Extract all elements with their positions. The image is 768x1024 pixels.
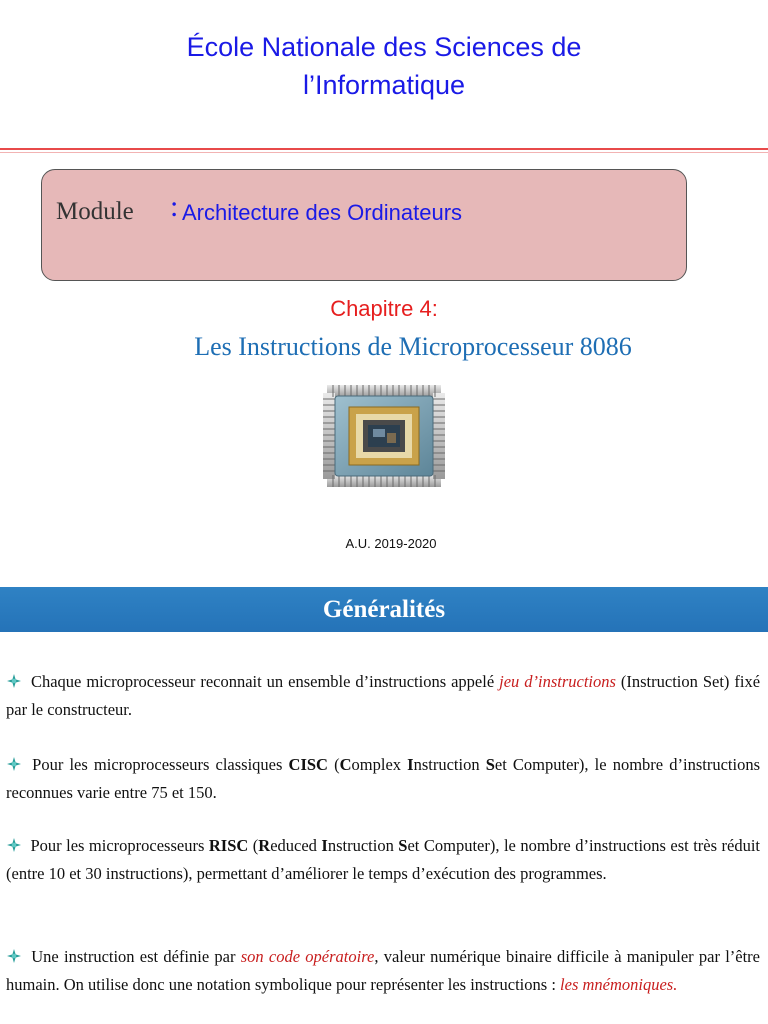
microprocessor-chip-icon (323, 385, 445, 487)
module-name: Architecture des Ordinateurs (182, 200, 463, 225)
p4-emphasis-mnemonics: les mnémoniques. (560, 975, 678, 994)
school-name-line1: École Nationale des Sciences de (186, 32, 582, 62)
p2-text-1: Pour les microprocesseurs classiques (32, 755, 289, 774)
p2-c: C (339, 755, 352, 774)
paragraph-instruction-set (6, 668, 760, 724)
chapter-number: Chapitre 4: (330, 296, 438, 321)
p3-text-2: ( (248, 836, 259, 855)
p1-emphasis: jeu d’instructions (499, 672, 616, 691)
paragraph-risc (6, 832, 760, 888)
module-box (41, 169, 687, 281)
p2-text-4: nstruction (413, 755, 486, 774)
p3-text-4: nstruction (327, 836, 399, 855)
p1-text-2: (Instruction Set) fixé par le constructeur. (6, 672, 761, 719)
paragraph-cisc (6, 751, 760, 807)
module-label: Module (56, 198, 134, 225)
teal-star-bullet-icon (6, 948, 22, 964)
teal-star-bullet-icon (6, 756, 22, 772)
p4-text-1: Une instruction est définie par (31, 947, 241, 966)
p3-text-1: Pour les microprocesseurs (30, 836, 209, 855)
chapter-title: Les Instructions de Microprocesseur 8086 (194, 332, 632, 361)
school-name-line2: l’Informatique (302, 70, 466, 100)
p2-cisc: CISC (288, 755, 328, 774)
p4-emphasis-opcode: son code opératoire (240, 947, 375, 966)
p2-text-2: ( (327, 755, 340, 774)
teal-star-bullet-icon (6, 673, 22, 689)
academic-year: A.U. 2019-2020 (345, 536, 437, 551)
section-banner (0, 587, 768, 632)
p2-i: I (407, 755, 414, 774)
module-colon: : (170, 190, 179, 223)
header-divider-thin (0, 152, 768, 153)
p3-s: S (398, 836, 408, 855)
p1-text-1: Chaque microprocesseur reconnait un ensemble d’instructions appelé (30, 672, 500, 691)
p2-text-5: et Computer), le nombre d’instructions reconnues varie entre 75 et 150. (6, 755, 760, 802)
p3-i: I (321, 836, 328, 855)
p3-risc: RISC (208, 836, 249, 855)
p2-s: S (485, 755, 495, 774)
p2-text-3: omplex (351, 755, 408, 774)
teal-star-bullet-icon (6, 837, 22, 853)
p3-r: R (258, 836, 271, 855)
p4-text-2: , valeur numérique binaire difficile à manipuler par l’être humain. On utilise donc une notation symbolique pour représenter les instructions : (6, 947, 761, 994)
section-title: Généralités (322, 596, 446, 623)
paragraph-mnemonics (6, 943, 760, 999)
header-divider (0, 148, 768, 150)
p3-text-5: et Computer), le nombre d’instructions est très réduit (entre 10 et 30 instructions), permettant d’améliorer le temps d’exécution des programmes. (6, 836, 760, 883)
p3-text-3: educed (270, 836, 322, 855)
school-name (0, 28, 768, 104)
